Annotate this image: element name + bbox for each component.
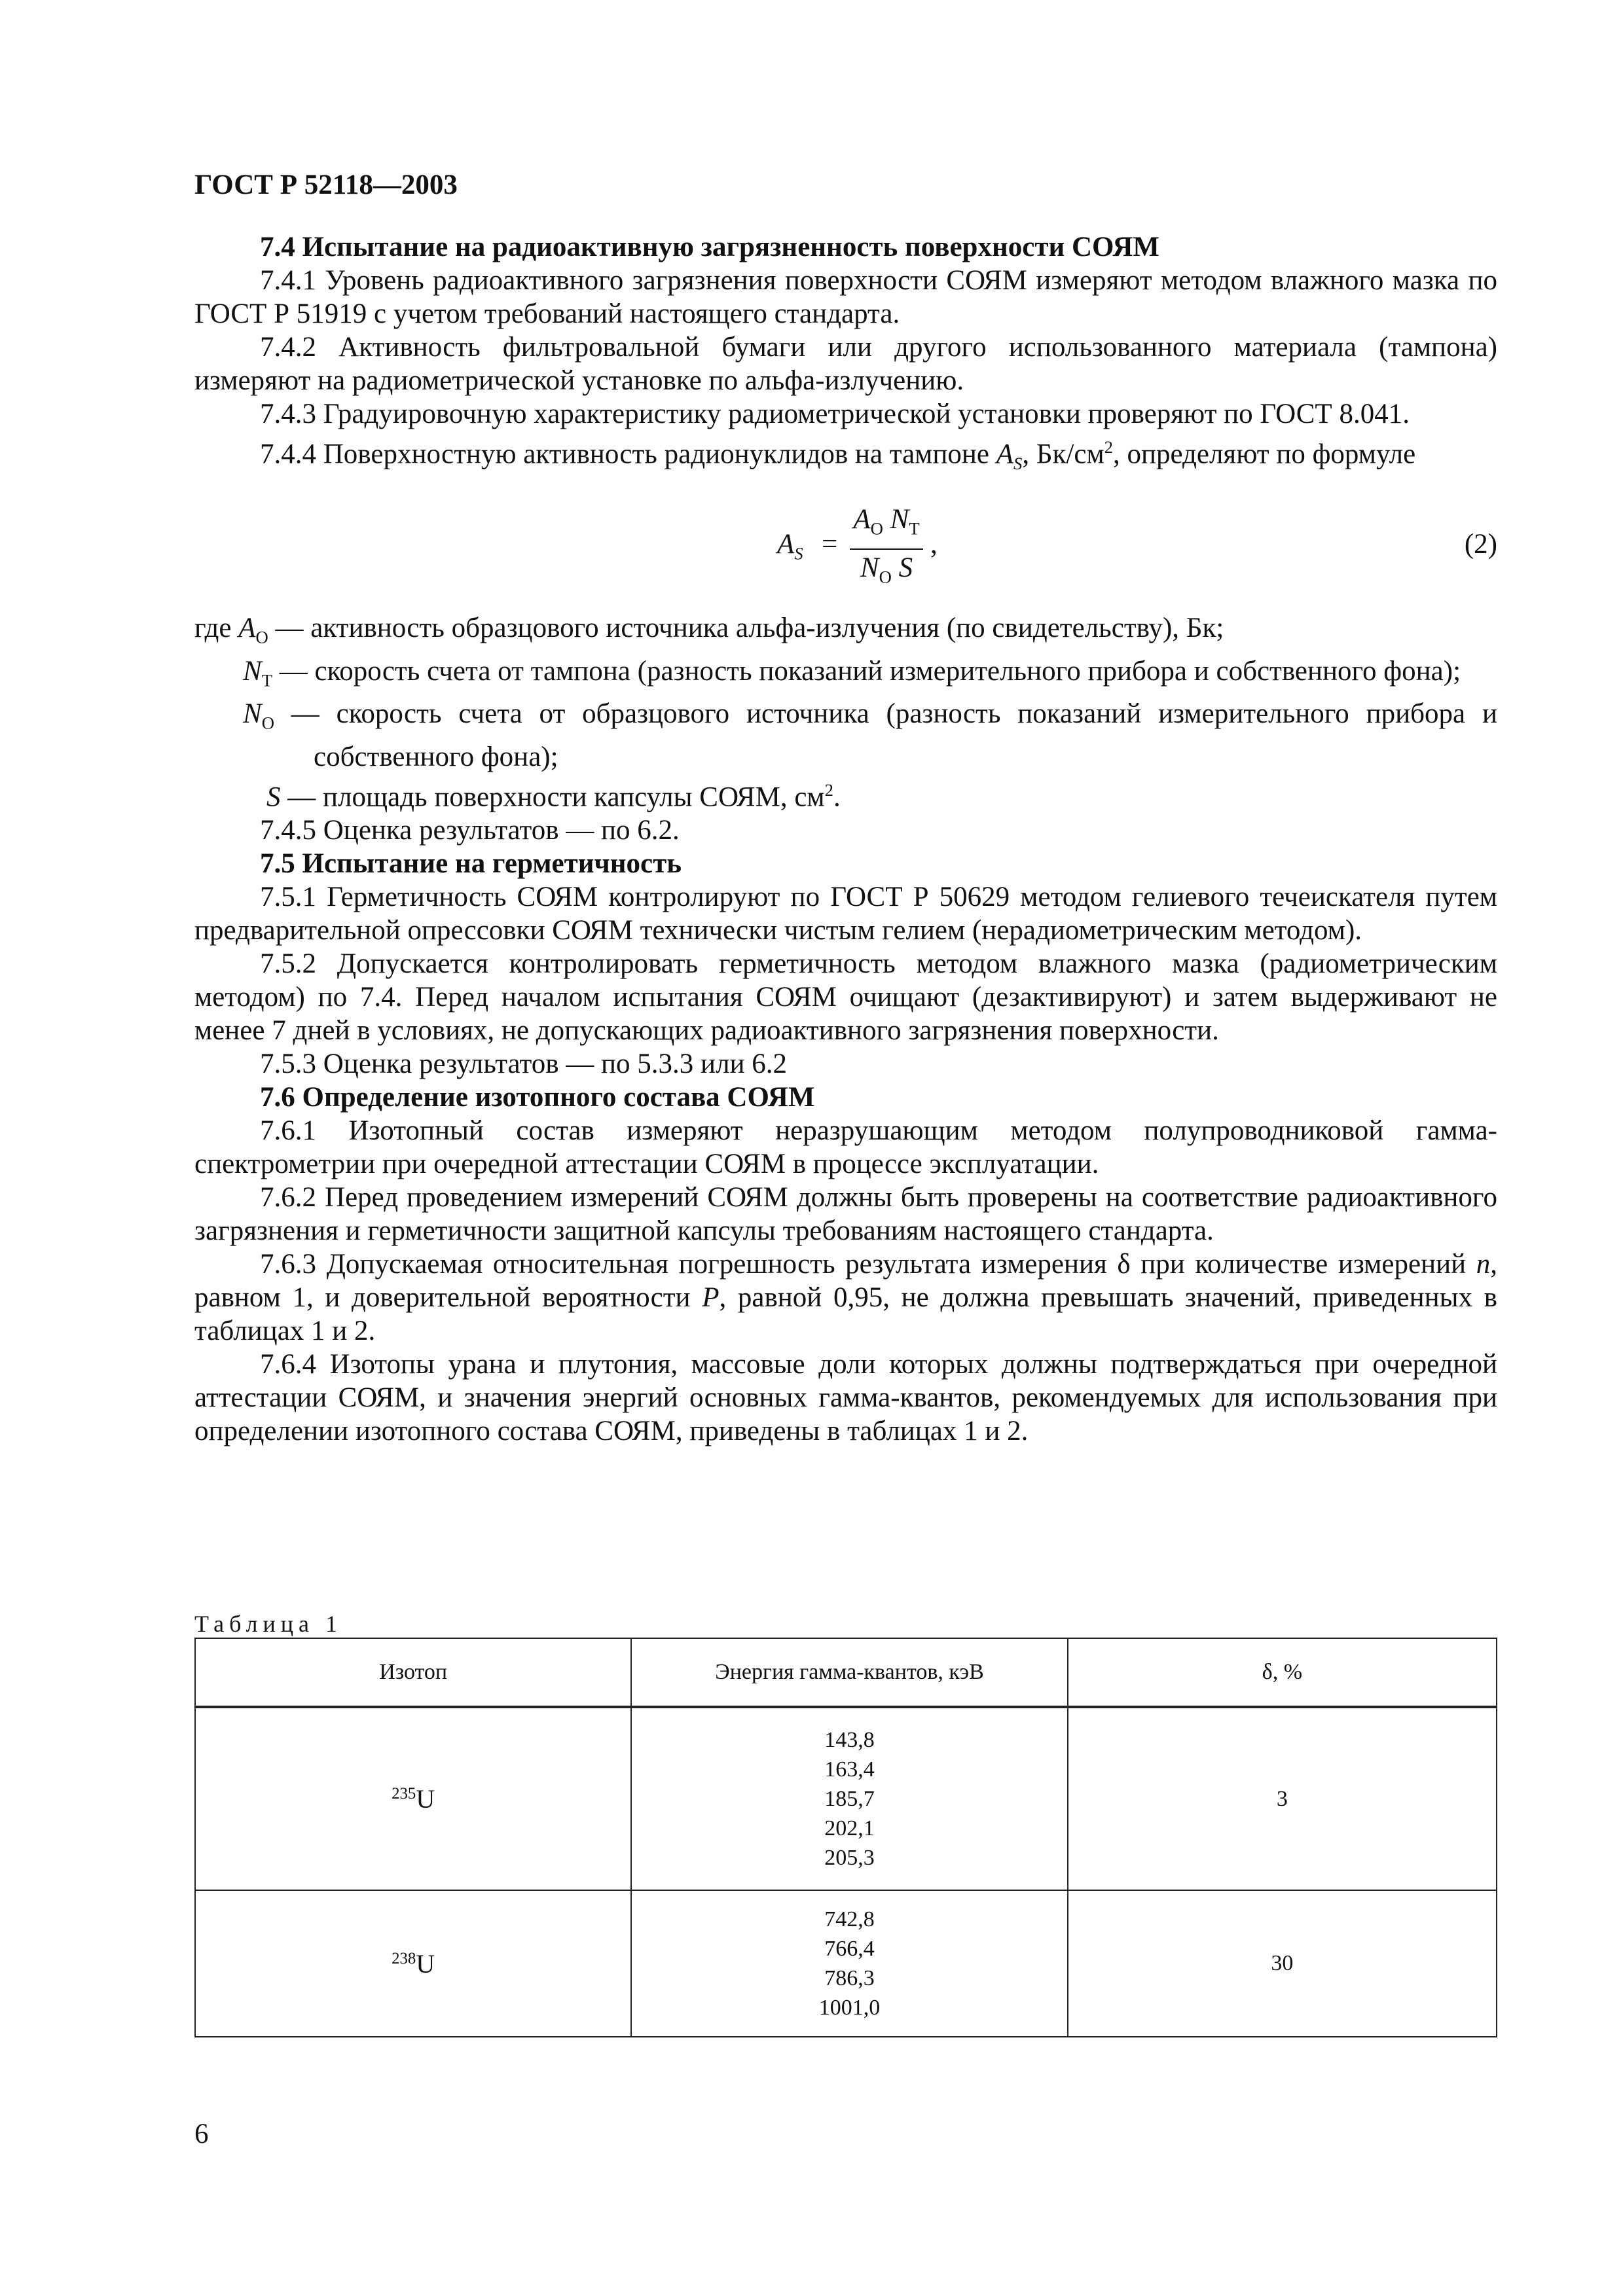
- table-header-row: [195, 1638, 1497, 1707]
- where-a0: где $A_О$ — активность образцового источника альфа-излучения (по свидетельству), Бк;: [194, 612, 1224, 647]
- energy-cell: 143,8 163,4 185,7 202,1 205,3: [631, 1707, 1067, 1890]
- formula-numerator: $A_О$ $N_Т$: [853, 503, 920, 539]
- delta-cell: 30: [1068, 1890, 1497, 2037]
- isotope-cell: $^{238}$U: [195, 1890, 631, 2037]
- where-no: $N_О$ — скорость счета от образцового источника (разность показаний измерительного прибора и собственного фона);: [243, 698, 1497, 772]
- fraction-bar: [850, 548, 923, 550]
- page-number: 6: [194, 2119, 209, 2149]
- energy-cell: 742,8 766,4 786,3 1001,0: [631, 1890, 1067, 2037]
- paragraph-7-4-5: 7.4.5 Оценка результатов — по 6.2.: [260, 815, 680, 846]
- formula-number: (2): [1464, 528, 1497, 560]
- table-caption: Таблица 1: [194, 1611, 342, 1637]
- paragraph-7-5-2: 7.5.2 Допускается контролировать герметичность методом влажного мазка (радиометрическим методом) по 7.4. Перед началом испытания СОЯМ очищают (дезактивируют) и затем выдерживают не менее 7 дней в условиях, не допускающих радиоактивного загрязнения поверхности.: [194, 948, 1497, 1047]
- delta-cell: 3: [1068, 1707, 1497, 1890]
- section-7-4-title: 7.4 Испытание на радиоактивную загрязненность поверхности СОЯМ: [260, 232, 1159, 262]
- section-7-5-title: 7.5 Испытание на герметичность: [260, 848, 682, 880]
- header-energy: Энергия гамма-квантов, кэВ: [631, 1638, 1067, 1707]
- paragraph-7-4-2: 7.4.2 Активность фильтровальной бумаги или другого использованного материала (тампона) измеряют на радиометрической установке по альфа-излучению.: [194, 332, 1497, 396]
- formula-equals: =: [822, 528, 838, 560]
- paragraph-7-5-3: 7.5.3 Оценка результатов — по 5.3.3 или 6.2: [260, 1049, 788, 1080]
- header-isotope: Изотоп: [195, 1638, 631, 1707]
- where-nt: $N_Т$ — скорость счета от тампона (разность показаний измерительного прибора и собственного фона);: [243, 655, 1461, 691]
- paragraph-7-4-1: 7.4.1 Уровень радиоактивного загрязнения поверхности СОЯМ измеряют методом влажного мазка по ГОСТ Р 51919 с учетом требований настоящего стандарта.: [194, 265, 1497, 329]
- formula-comma: ,: [930, 528, 938, 560]
- paragraph-7-4-4: 7.4.4 Поверхностную активность радионуклидов на тампоне $A_S$, $Бк/см^2$, определяют по формуле: [260, 437, 1416, 473]
- section-7-6-title: 7.6 Определение изотопного состава СОЯМ: [260, 1082, 815, 1113]
- formula-2: [194, 480, 1497, 611]
- formula-fraction: [850, 503, 923, 594]
- formula-lhs: $A_S$: [777, 528, 803, 564]
- paragraph-7-6-1: 7.6.1 Изотопный состав измеряют неразрушающим методом полупроводниковой гамма-спектрометрии при очередной аттестации СОЯМ в процессе эксплуатации.: [194, 1115, 1497, 1180]
- table-row: [195, 1890, 1497, 2037]
- header-delta: δ, %: [1068, 1638, 1497, 1707]
- paragraph-7-5-1: 7.5.1 Герметичность СОЯМ контролируют по ГОСТ Р 50629 методом гелиевого течеискателя путем предварительной опрессовки СОЯМ технически чистым гелием (нерадиометрическим методом).: [194, 882, 1497, 946]
- document-header: ГОСТ Р 52118—2003: [194, 170, 458, 200]
- table-row: [195, 1707, 1497, 1890]
- paragraph-7-6-3: 7.6.3 Допускаемая относительная погрешность результата измерения δ при количестве измерений n, равном 1, и доверительной вероятности P, равной 0,95, не должна превышать значений, приведенных в таблицах 1 и 2.: [194, 1249, 1497, 1347]
- isotope-table: [194, 1638, 1497, 2037]
- paragraph-7-4-3: 7.4.3 Градуировочную характеристику радиометрической установки проверяют по ГОСТ 8.041.: [260, 399, 1410, 429]
- formula-denominator: $N_О$ S: [860, 552, 913, 587]
- document-body: [194, 230, 1497, 1448]
- paragraph-7-6-4: 7.6.4 Изотопы урана и плутония, массовые доли которых должны подтверждаться при очередной аттестации СОЯМ, и значения энергий основных гамма-квантов, рекомендуемых для использования при определении изотопного состава СОЯМ, приведены в таблицах 1 и 2.: [194, 1349, 1497, 1447]
- paragraph-7-6-2: 7.6.2 Перед проведением измерений СОЯМ должны быть проверены на соответствие радиоактивного загрязнения и герметичности защитной капсулы требованиям настоящего стандарта.: [194, 1182, 1497, 1247]
- isotope-cell: $^{235}$U: [195, 1707, 631, 1890]
- where-s: S — площадь поверхности капсулы СОЯМ, $см^2$.: [266, 780, 841, 813]
